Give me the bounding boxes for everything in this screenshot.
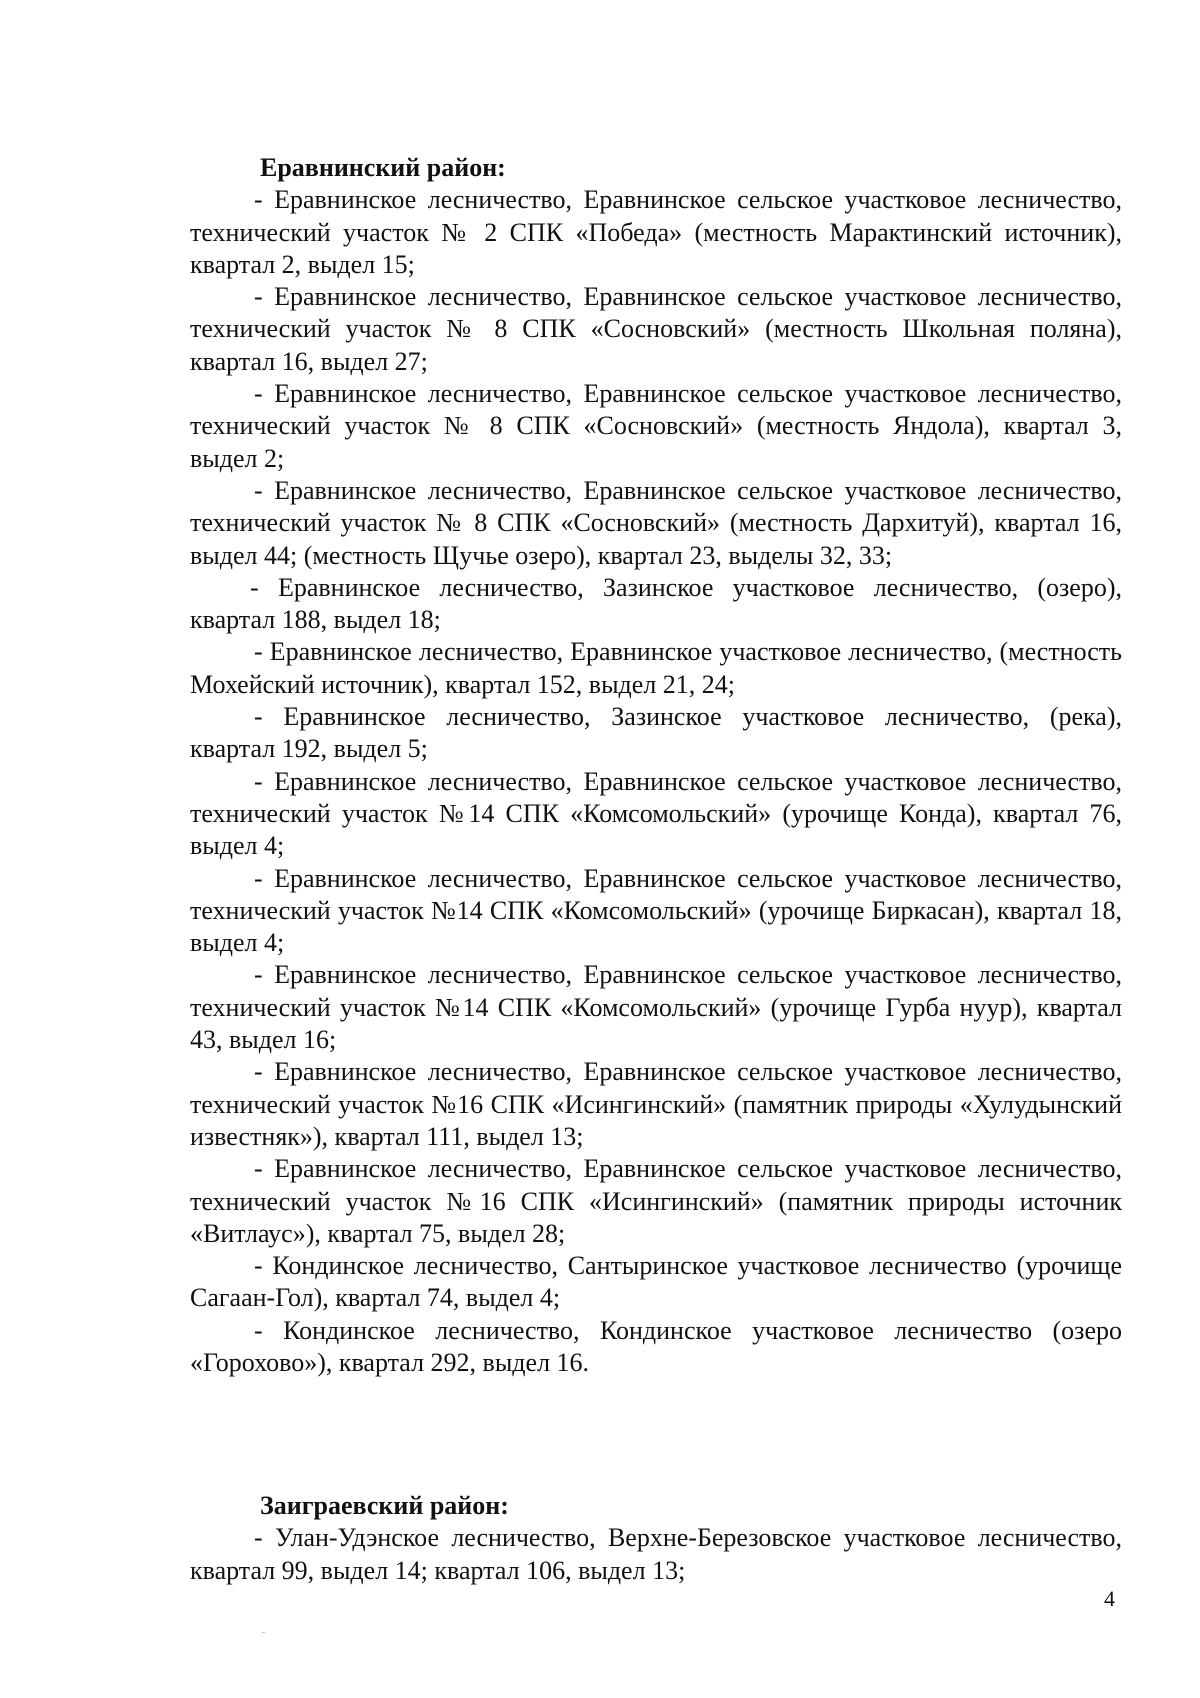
section-heading: Еравнинский район: xyxy=(260,153,506,182)
section-heading: Заиграевский район: xyxy=(260,1491,509,1520)
list-item: - Еравнинское лесничество, Еравнинское сельское участковое лесничество, технический участок №16 СПК «Исингинский» (памятник природы источник «Витлаус»), квартал 75, выдел 28; xyxy=(190,1154,1122,1248)
list-item: - Кондинское лесничество, Сантыринское участковое лесничество (урочище Сагаан-Гол), квартал 74, выдел 4; xyxy=(190,1251,1122,1313)
page-number: 4 xyxy=(1104,1586,1115,1611)
list-item: - Еравнинское лесничество, Еравнинское сельское участковое лесничество, технический участок № 8 СПК «Сосновский» (местность Яндола), квартал 3, выдел 2; xyxy=(190,379,1122,473)
section-zaigraevsky xyxy=(190,1490,1122,1587)
list-item: - Еравнинское лесничество, Зазинское участковое лесничество, (озеро), квартал 188, выдел 18; xyxy=(190,572,1122,635)
list-item: - Еравнинское лесничество, Еравнинское сельское участковое лесничество, технический участок № 8 СПК «Сосновский» (местность Дархитуй), квартал 16, выдел 44; (местность Щучье озеро), квартал 23, выделы 32, 33; xyxy=(190,475,1122,570)
scan-artifact xyxy=(262,1632,265,1633)
list-item: - Еравнинское лесничество, Еравнинское сельское участковое лесничество, технический участок №14 СПК «Комсомольский» (урочище Конда), квартал 76, выдел 4; xyxy=(190,766,1122,861)
section-eravninsky xyxy=(190,152,1122,1379)
list-item: - Еравнинское лесничество, Еравнинское сельское участковое лесничество, технический участок № 2 СПК «Победа» (местность Марактинский источник), квартал 2, выдел 15; xyxy=(190,185,1122,279)
list-item: - Еравнинское лесничество, Зазинское участковое лесничество, (река), квартал 192, выдел 5; xyxy=(190,702,1122,764)
list-item: - Еравнинское лесничество, Еравнинское участковое лесничество, (местность Мохейский источник), квартал 152, выдел 21, 24; xyxy=(190,637,1122,699)
list-item: - Еравнинское лесничество, Еравнинское сельское участковое лесничество, технический участок №16 СПК «Исингинский» (памятник природы «Хулудынский известняк»), квартал 111, выдел 13; xyxy=(190,1057,1122,1151)
list-item: - Кондинское лесничество, Кондинское участковое лесничество (озеро «Горохово»), квартал 292, выдел 16. xyxy=(190,1315,1122,1377)
list-item: - Улан-Удэнское лесничество, Верхне-Березовское участковое лесничество, квартал 99, выдел 14; квартал 106, выдел 13; xyxy=(190,1523,1122,1585)
list-item: - Еравнинское лесничество, Еравнинское сельское участковое лесничество, технический участок №14 СПК «Комсомольский» (урочище Гурба нуур), квартал 43, выдел 16; xyxy=(190,960,1122,1055)
list-item: - Еравнинское лесничество, Еравнинское сельское участковое лесничество, технический участок № 8 СПК «Сосновский» (местность Школьная поляна), квартал 16, выдел 27; xyxy=(190,282,1122,376)
list-item: - Еравнинское лесничество, Еравнинское сельское участковое лесничество, технический участок №14 СПК «Комсомольский» (урочище Биркасан), квартал 18, выдел 4; xyxy=(190,863,1122,958)
